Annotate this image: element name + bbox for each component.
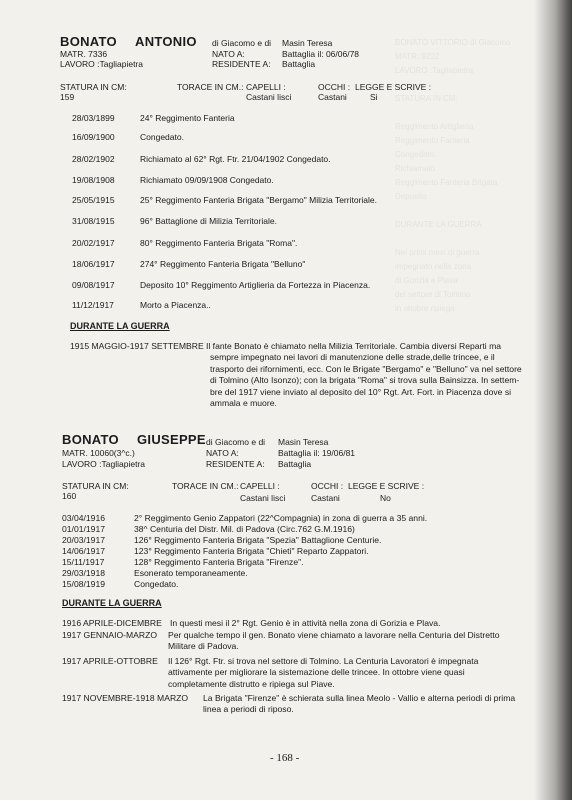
person1-lavoro: LAVORO :Tagliapietra <box>60 59 143 69</box>
person2-war-period: 1917 NOVEMBRE-1918 MARZO <box>62 693 189 703</box>
record-date: 18/06/1917 <box>72 259 115 269</box>
record-text: 2° Reggimento Genio Zappatori (22^Compagnia) in zona di guerra a 35 anni. <box>134 513 428 523</box>
person2-residente-value: Battaglia <box>278 459 312 469</box>
person2-war-paragraph <box>168 630 500 653</box>
war-line: linea a periodi di riposo. <box>203 704 294 715</box>
record-date: 25/05/1915 <box>72 195 115 205</box>
person1-residente-value: Battaglia <box>282 59 316 69</box>
record-text: Richiamato 09/09/1908 Congedato. <box>140 175 274 185</box>
record-text: 80° Reggimento Fanteria Brigata "Roma". <box>140 238 298 248</box>
record-date: 14/06/1917 <box>62 546 106 556</box>
record-date: 11/12/1917 <box>72 300 114 310</box>
person1-parents-label: di Giacomo e di <box>212 38 272 48</box>
record-text: Esonerato temporaneamente. <box>134 568 248 578</box>
record-text: 24° Reggimento Fanteria <box>140 113 235 123</box>
record-date: 28/02/1902 <box>72 154 115 164</box>
record-text: 96° Battaglione di Milizia Territoriale. <box>140 216 277 226</box>
record-text: Morto a Piacenza.. <box>140 300 211 310</box>
person1-occhi-label: OCCHI : <box>318 82 351 92</box>
war-line: Per qualche tempo il gen. Bonato viene chiamato a lavorare nella Centuria del Distretto <box>168 630 500 640</box>
person1-durante-heading: DURANTE LA GUERRA <box>70 321 170 331</box>
record-text: Congedato. <box>134 579 179 589</box>
war-line: di Tolmino (Alto Isonzo); con la brigata "Roma" si trova sulla Bainsizza. In settem- <box>210 375 520 386</box>
page-edge-shadow <box>534 0 572 800</box>
person2-nato-value: Battaglia il: 19/06/81 <box>278 448 356 458</box>
record-text: 274° Reggimento Fanteria Brigata "Belluno" <box>140 259 306 269</box>
person2-surname: BONATO <box>62 432 119 447</box>
war-line: In questi mesi il 2° Rgt. Genio è in attività nella zona di Gorizia e Plava. <box>170 618 441 628</box>
person2-occhi-value: Castani <box>311 493 340 503</box>
person1-statura-label: STATURA IN CM: <box>60 82 127 92</box>
person2-residente-label: RESIDENTE A: <box>206 459 265 469</box>
person2-war-period: 1917 APRILE-OTTOBRE <box>62 656 158 666</box>
record-date: 03/04/1916 <box>62 513 106 523</box>
record-date: 29/03/1918 <box>62 568 106 578</box>
person1-nato-label: NATO A: <box>212 49 245 59</box>
war-line: Il 126° Rgt. Ftr. si trova nel settore di Tolmino. La Centuria Lavoratori è impegnata <box>168 656 479 666</box>
person1-firstname: ANTONIO <box>135 34 197 49</box>
person2-mother: Masin Teresa <box>278 437 329 447</box>
person1-nato-value: Battaglia il: 06/06/78 <box>282 49 360 59</box>
person2-statura-value: 160 <box>62 491 77 501</box>
person2-durante-heading: DURANTE LA GUERRA <box>62 598 162 608</box>
war-line: sempre impegnato nei lavori di manutenzione delle strade,delle trincee, e il <box>210 352 495 363</box>
person2-statura-label: STATURA IN CM: <box>62 481 129 491</box>
bleed-through-text: BONATO VITTORIO di Giacomo MATR. 9222 LAVORO :Tagliapietra STATURA IN CM: Reggimento Artiglieria Reggimento Fanteria Congedato. Richiamato Reggimento Fanteria Brigata Deposito DURANTE LA GUERRA Nei primi mesi di guerra impegnato nella zona di Gorizia e Plava del settore di Tolmino in ottobre ripiega <box>395 38 511 313</box>
person1-legge-value: Si <box>370 92 378 102</box>
war-line: bre del 1917 viene inviato al deposito del 10° Rgt. Art. Fort. in Piacenza dove si <box>210 386 512 397</box>
war-line: Il fante Bonato è chiamato nella Milizia Territoriale. Cambia diversi Reparti ma <box>206 341 502 351</box>
person2-war-period: 1917 GENNAIO-MARZO <box>62 630 158 640</box>
person2-war-paragraph <box>203 693 515 716</box>
record-date: 01/01/1917 <box>62 524 106 534</box>
record-date: 20/03/1917 <box>62 535 106 545</box>
war-line: La Brigata "Firenze" è schierata sulla linea Meolo - Vallio e alterna periodi di prima <box>203 693 516 703</box>
person2-legge-value: No <box>380 493 391 503</box>
war-line: Militare di Padova. <box>168 641 239 652</box>
record-date: 28/03/1899 <box>72 113 115 123</box>
person2-war-period: 1916 APRILE-DICEMBRE <box>62 618 162 628</box>
record-date: 20/02/1917 <box>72 238 115 248</box>
person1-mother: Masin Teresa <box>282 38 333 48</box>
war-line: ammala e muore. <box>210 398 277 409</box>
person2-nato-label: NATO A: <box>206 448 239 458</box>
person1-occhi-value: Castani <box>318 92 347 102</box>
person2-occhi-label: OCCHI : <box>311 481 344 491</box>
record-text: 38^ Centuria del Distr. Mil. di Padova (Circ.762 G.M.1916) <box>134 524 355 534</box>
record-date: 15/08/1919 <box>62 579 106 589</box>
person1-torace-label: TORACE IN CM.: <box>177 82 244 92</box>
record-date: 16/09/1900 <box>72 132 115 142</box>
record-date: 31/08/1915 <box>72 216 115 226</box>
person2-parents-label: di Giacomo e di <box>206 437 266 447</box>
person1-matr: MATR. 7336 <box>60 49 108 59</box>
record-text: Richiamato al 62° Rgt. Ftr. 21/04/1902 Congedato. <box>140 154 331 164</box>
record-date: 15/11/1917 <box>62 557 105 567</box>
person2-legge-label: LEGGE E SCRIVE : <box>348 481 425 491</box>
person2-firstname: GIUSEPPE <box>137 432 206 447</box>
person2-war-paragraph <box>170 618 440 629</box>
record-text: 25° Reggimento Fanteria Brigata "Bergamo" Milizia Territoriale. <box>140 195 377 205</box>
person2-capelli-label: CAPELLI : <box>240 481 280 491</box>
person1-statura-value: 159 <box>60 92 75 102</box>
person1-capelli-value: Castani lisci <box>246 92 292 102</box>
person2-lavoro: LAVORO :Tagliapietra <box>62 459 145 469</box>
person1-residente-label: RESIDENTE A: <box>212 59 271 69</box>
war-line: completamente distrutto e ripiega sul Piave. <box>168 678 335 689</box>
person2-torace-label: TORACE IN CM.: <box>172 481 239 491</box>
record-date: 19/08/1908 <box>72 175 115 185</box>
person1-surname: BONATO <box>60 34 117 49</box>
person1-war-period: 1915 MAGGIO-1917 SETTEMBRE <box>70 341 204 351</box>
record-date: 09/08/1917 <box>72 280 115 290</box>
person2-capelli-value: Castani lisci <box>240 493 286 503</box>
person2-war-paragraph <box>168 656 478 690</box>
person1-legge-label: LEGGE E SCRIVE : <box>355 82 432 92</box>
person1-capelli-label: CAPELLI : <box>246 82 286 92</box>
record-text: 123° Reggimento Fanteria Brigata "Chieti" Reparto Zappatori. <box>134 546 369 556</box>
war-line: trasporto dei rifornimenti, ecc. Con le Brigate "Bergamo" e "Belluno" va nel settore <box>210 363 522 374</box>
record-text: 128° Reggimento Fanteria Brigata "Firenze". <box>134 557 304 567</box>
person1-war-paragraph <box>206 341 522 409</box>
record-text: 126° Reggimento Fanteria Brigata "Spezia" Battaglione Centurie. <box>134 535 382 545</box>
war-line: attivamente per migliorare la sistemazione delle trincee. In ottobre viene quasi <box>168 667 465 678</box>
page-number: - 168 - <box>270 752 300 764</box>
record-text: Congedato. <box>140 132 184 142</box>
record-text: Deposito 10° Reggimento Artiglieria da Fortezza in Piacenza. <box>140 280 371 290</box>
person2-matr: MATR. 10060(3^c.) <box>62 448 135 458</box>
